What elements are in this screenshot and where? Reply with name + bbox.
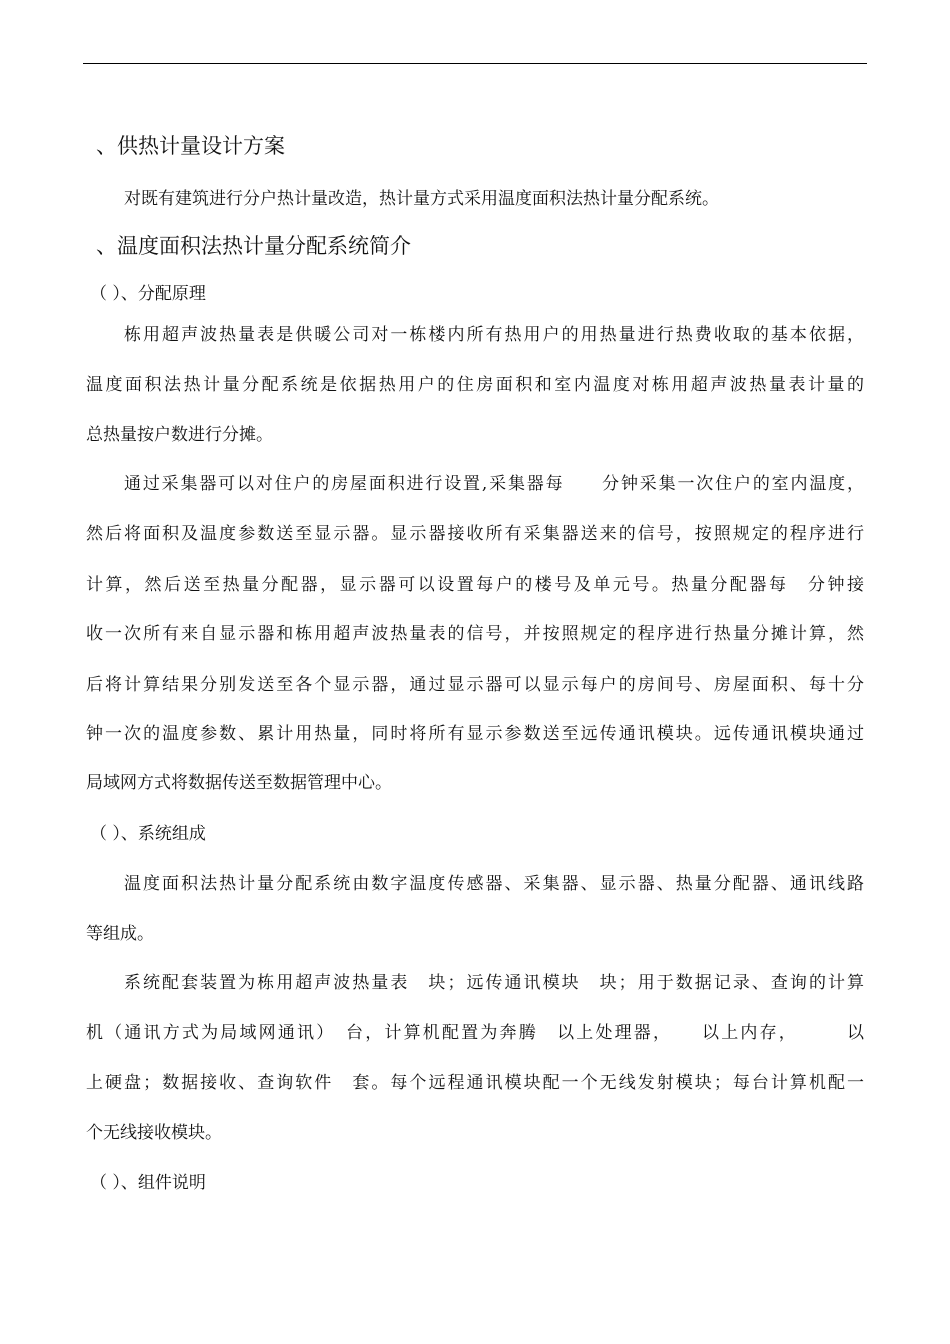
paragraph-line: 计算，然后送至热量分配器，显示器可以设置每户的楼号及单元号。热量分配器每 分钟接 [86,575,864,595]
paragraph-line: 等组成。 [86,924,154,944]
paragraph-line: 后将计算结果分别发送至各个显示器，通过显示器可以显示每户的房间号、房屋面积、每十分 [86,675,864,695]
paragraph-line: 局域网方式将数据传送至数据管理中心。 [86,773,392,793]
paragraph-line: 温度面积法热计量分配系统由数字温度传感器、采集器、显示器、热量分配器、通讯线路 [124,874,864,894]
section-heading-1: 、供热计量设计方案 [96,134,285,158]
subsection-title-2: （ ）、系统组成 [90,824,206,844]
section-heading-2: 、温度面积法热计量分配系统简介 [96,234,411,258]
paragraph-line: 然后将面积及温度参数送至显示器。显示器接收所有采集器送来的信号，按照规定的程序进行 [86,524,864,544]
paragraph-line: 温度面积法热计量分配系统是依据热用户的住房面积和室内温度对栋用超声波热量表计量的 [86,375,864,395]
paragraph-line: 系统配套装置为栋用超声波热量表 块；远传通讯模块 块；用于数据记录、查询的计算 [124,973,864,993]
paragraph-line: 个无线接收模块。 [86,1123,222,1143]
paragraph-line: 栋用超声波热量表是供暖公司对一栋楼内所有热用户的用热量进行热费收取的基本依据， [124,325,864,345]
paragraph-line: 对既有建筑进行分户热计量改造，热计量方式采用温度面积法热计量分配系统。 [124,189,719,209]
paragraph-line: 收一次所有来自显示器和栋用超声波热量表的信号，并按照规定的程序进行热量分摊计算，然 [86,624,864,644]
paragraph-line: 机（通讯方式为局域网通讯） 台，计算机配置为奔腾 以上处理器， 以上内存， 以 [86,1023,864,1043]
header-rule [83,63,867,64]
paragraph-line: 总热量按户数进行分摊。 [86,425,273,445]
subsection-title-3: （ ）、组件说明 [90,1173,206,1193]
paragraph-line: 通过采集器可以对住户的房屋面积进行设置,采集器每 分钟采集一次住户的室内温度， [124,474,864,494]
paragraph-line: 钟一次的温度参数、累计用热量，同时将所有显示参数送至远传通讯模块。远传通讯模块通过 [86,724,864,744]
subsection-title-1: （ ）、分配原理 [90,284,206,304]
paragraph-line: 上硬盘；数据接收、查询软件 套。每个远程通讯模块配一个无线发射模块；每台计算机配一 [86,1073,864,1093]
